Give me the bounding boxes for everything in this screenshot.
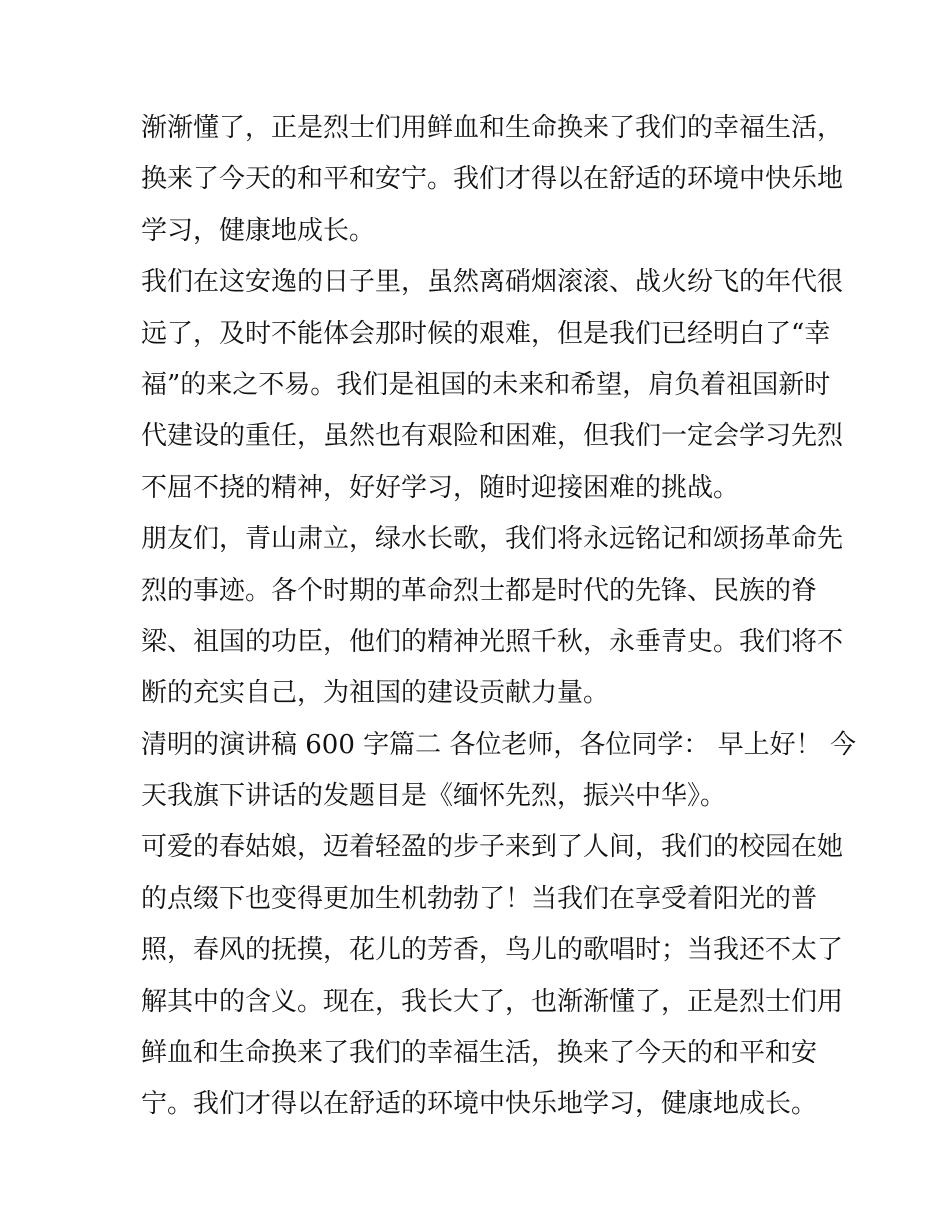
text-line: 学习，健康地成长。 (141, 215, 376, 246)
text-line: 梁、祖国的功臣，他们的精神光照千秋，永垂青史。我们将不 (141, 626, 844, 657)
text-line: 代建设的重任，虽然也有艰险和困难，但我们一定会学习先烈 (141, 421, 844, 452)
text-line: 福”的来之不易。我们是祖国的未来和希望，肩负着祖国新时 (141, 369, 831, 400)
body-text (141, 103, 856, 1131)
text-line: 朋友们，青山肃立，绿水长歌，我们将永远铭记和颂扬革命先 (141, 524, 844, 555)
text-line: 可爱的春姑娘，迈着轻盈的步子来到了人间，我们的校园在她 (141, 832, 844, 863)
text-line: 远了，及时不能体会那时候的艰难，但是我们已经明白了“幸 (141, 318, 831, 349)
text-line: 天我旗下讲话的发题目是《缅怀先烈，振兴中华》。 (141, 781, 727, 812)
text-line: 换来了今天的和平和安宁。我们才得以在舒适的环境中快乐地 (141, 164, 844, 195)
text-line: 照，春风的抚摸，花儿的芳香，鸟儿的歌唱时；当我还不太了 (141, 935, 844, 966)
text-line: 的点缀下也变得更加生机勃勃了！当我们在享受着阳光的普 (141, 883, 818, 914)
text-line: 宁。我们才得以在舒适的环境中快乐地学习，健康地成长。 (141, 1089, 818, 1120)
text-line: 断的充实自己，为祖国的建设贡献力量。 (141, 678, 610, 709)
text-line: 渐渐懂了，正是烈士们用鲜血和生命换来了我们的幸福生活， (141, 113, 844, 143)
text-line: 解其中的含义。现在，我长大了，也渐渐懂了，正是烈士们用 (141, 986, 844, 1017)
text-line: 鲜血和生命换来了我们的幸福生活，换来了今天的和平和安 (141, 1038, 818, 1069)
text-line: 烈的事迹。各个时期的革命烈士都是时代的先锋、民族的脊 (141, 575, 818, 606)
text-line: 我们在这安逸的日子里，虽然离硝烟滚滚、战火纷飞的年代很 (141, 267, 844, 298)
text-line: 不屈不挠的精神，好好学习，随时迎接困难的挑战。 (141, 472, 740, 503)
text-line: 清明的演讲稿 600 字篇二 各位老师，各位同学： 早上好！ 今 (141, 729, 856, 760)
